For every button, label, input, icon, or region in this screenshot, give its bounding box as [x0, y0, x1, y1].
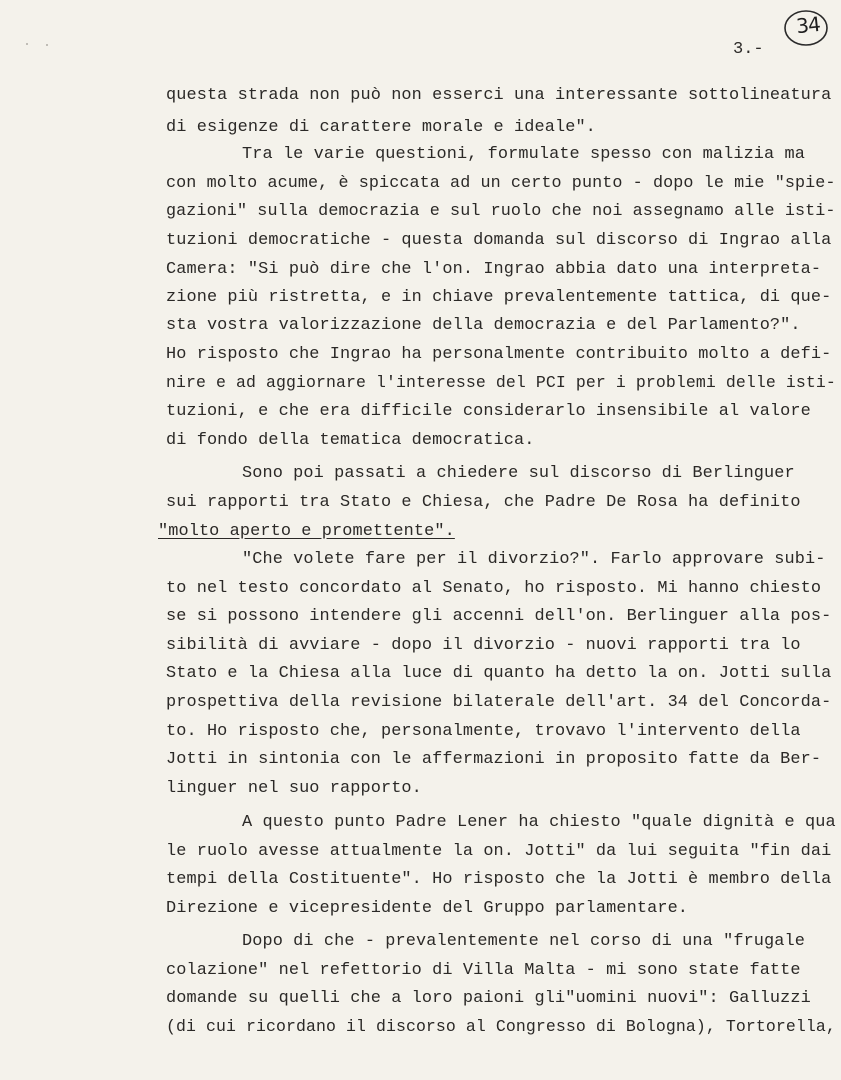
- text-line: Ho risposto che Ingrao ha personalmente contribuito molto a defi-: [166, 345, 832, 364]
- text-line: A questo punto Padre Lener ha chiesto "quale dignità e qua: [242, 813, 836, 832]
- text-line: Sono poi passati a chiedere sul discorso di Berlinguer: [242, 464, 795, 483]
- text-line: con molto acume, è spiccata ad un certo punto - dopo le mie "spie-: [166, 174, 836, 193]
- underlined-quote-line: "molto aperto e promettente".: [158, 522, 455, 541]
- text-line: gazioni" sulla democrazia e sul ruolo che noi assegnamo alle isti-: [166, 202, 836, 221]
- text-line: prospettiva della revisione bilaterale dell'art. 34 del Concorda-: [166, 693, 832, 712]
- text-line: Dopo di che - prevalentemente nel corso di una "frugale: [242, 932, 805, 951]
- text-line: di esigenze di carattere morale e ideale".: [166, 118, 596, 137]
- text-line: se si possono intendere gli accenni dell'on. Berlinguer alla pos-: [166, 607, 832, 626]
- text-line: tempi della Costituente". Ho risposto che la Jotti è membro della: [166, 870, 832, 889]
- text-line: Stato e la Chiesa alla luce di quanto ha detto la on. Jotti sulla: [166, 664, 832, 683]
- text-line: Tra le varie questioni, formulate spesso con malizia ma: [242, 145, 805, 164]
- paper-speck: [46, 44, 48, 46]
- text-line: Camera: "Si può dire che l'on. Ingrao abbia dato una interpreta-: [166, 260, 822, 279]
- text-line: Direzione e vicepresidente del Gruppo parlamentare.: [166, 899, 689, 918]
- text-line: tuzioni, e che era difficile considerarlo insensibile al valore: [166, 402, 811, 421]
- text-line: zione più ristretta, e in chiave prevalentemente tattica, di que-: [166, 288, 832, 307]
- text-line: to nel testo concordato al Senato, ho risposto. Mi hanno chiesto: [166, 579, 822, 598]
- paper-speck: [26, 43, 28, 45]
- text-line: sui rapporti tra Stato e Chiesa, che Padre De Rosa ha definito: [166, 493, 801, 512]
- text-line: le ruolo avesse attualmente la on. Jotti" da lui seguita "fin dai: [166, 842, 832, 861]
- text-line: nire e ad aggiornare l'interesse del PCI per i problemi delle isti-: [166, 374, 836, 393]
- text-line: sibilità di avviare - dopo il divorzio - nuovi rapporti tra lo: [166, 636, 801, 655]
- text-line: colazione" nel refettorio di Villa Malta - mi sono state fatte: [166, 961, 801, 980]
- text-line: Jotti in sintonia con le affermazioni in proposito fatte da Ber-: [166, 750, 822, 769]
- handwritten-page-stamp: [782, 8, 832, 48]
- text-line: di fondo della tematica democratica.: [166, 431, 535, 450]
- text-line: linguer nel suo rapporto.: [166, 779, 422, 798]
- stamp-number: 34: [795, 11, 821, 39]
- text-line: questa strada non può non esserci una interessante sottolineatura: [166, 86, 832, 105]
- text-line: "Che volete fare per il divorzio?". Farlo approvare subi-: [242, 550, 826, 569]
- text-line: domande su quelli che a loro paioni gli"uomini nuovi": Galluzzi: [166, 989, 811, 1008]
- text-line: (di cui ricordano il discorso al Congresso di Bologna), Tortorella,: [166, 1018, 836, 1037]
- text-line: sta vostra valorizzazione della democrazia e del Parlamento?".: [166, 316, 801, 335]
- text-line: tuzioni democratiche - questa domanda sul discorso di Ingrao alla: [166, 231, 832, 250]
- text-line: to. Ho risposto che, personalmente, trovavo l'intervento della: [166, 722, 801, 741]
- page-number: 3.-: [733, 40, 764, 59]
